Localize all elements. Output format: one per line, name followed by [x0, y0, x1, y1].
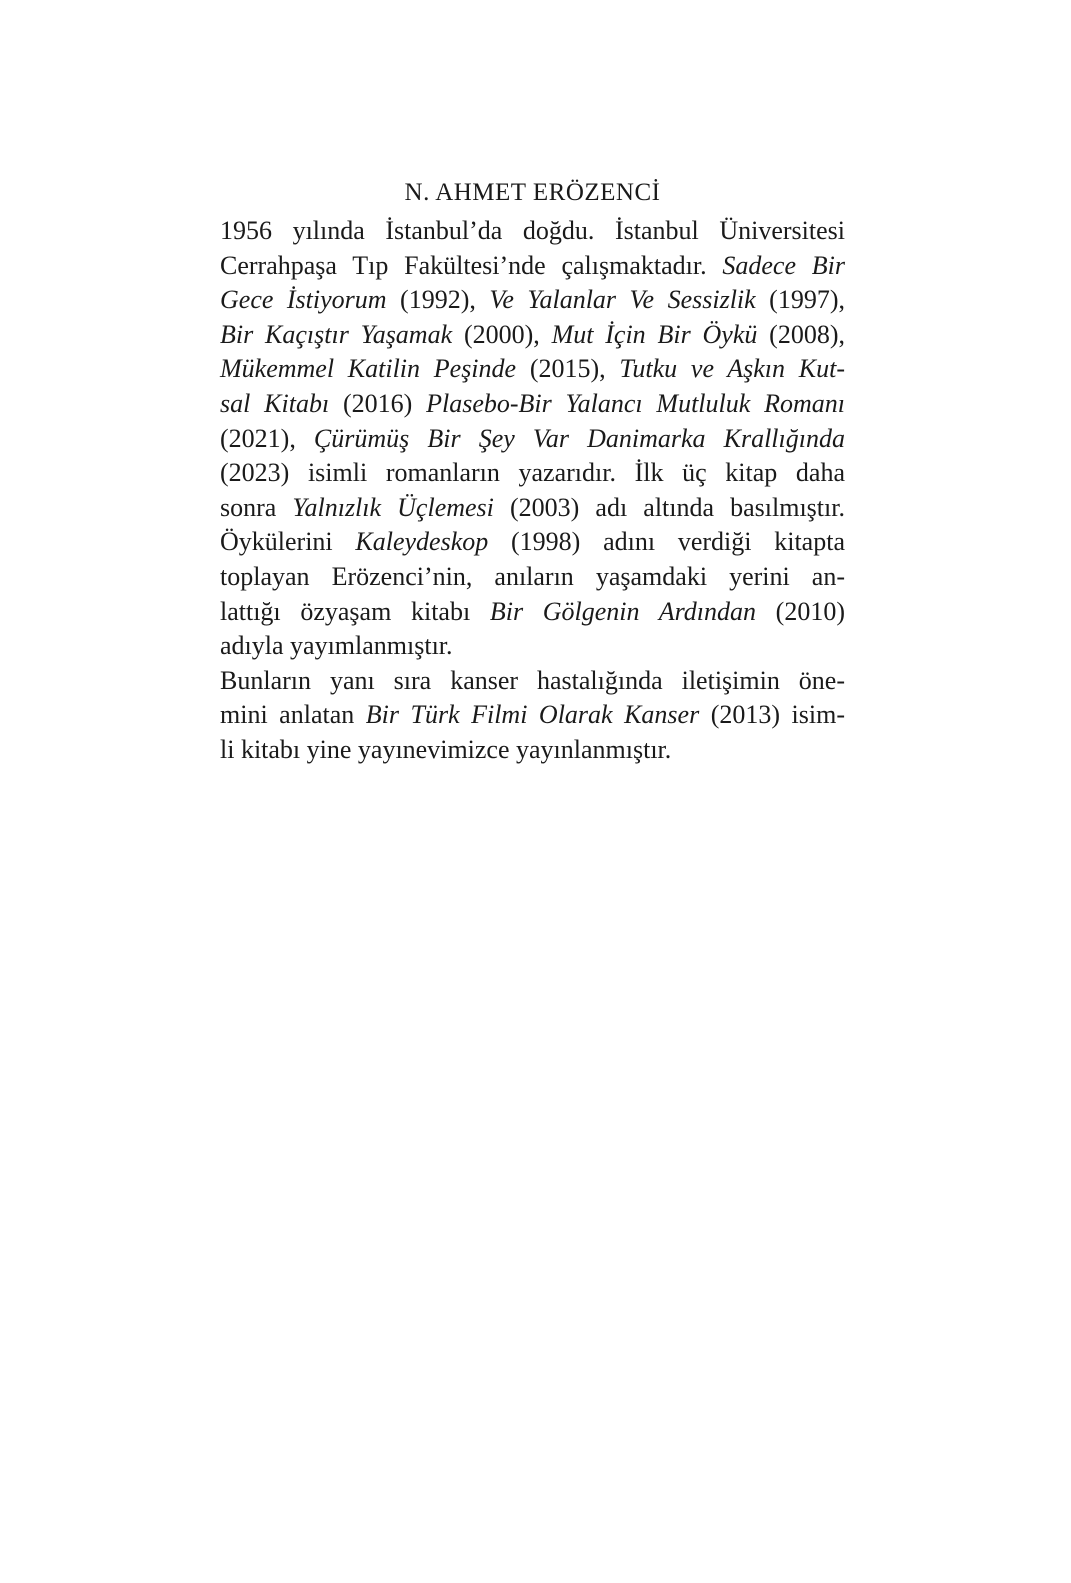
bio-text: adıyla yayımlanmıştır.: [220, 631, 453, 661]
book-title-text: sal Kitabı: [220, 388, 330, 418]
bio-text: Cerrahpaşa Tıp Fakültesi’nde çalışmaktadır.: [220, 250, 723, 280]
book-title-text: Mükemmel Katilin Peşinde: [220, 354, 517, 384]
book-title-text: Yalnızlık Üçlemesi: [292, 492, 494, 522]
bio-text: Bunların yanı sıra kanser hastalığında iletişimin öne-: [220, 665, 845, 695]
bio-text: (1992),: [386, 285, 490, 315]
bio-line: [220, 387, 845, 422]
bio-line: [220, 560, 845, 595]
bio-text: (2016): [329, 388, 427, 418]
bio-line: [220, 352, 845, 387]
bio-line: [220, 733, 845, 768]
author-biography: [220, 214, 845, 768]
bio-text: (1997),: [755, 285, 845, 315]
bio-line: [220, 214, 845, 249]
bio-text: Öykülerini: [220, 527, 356, 557]
bio-text: toplayan Erözenci’nin, anıların yaşamdaki yerini an-: [220, 561, 845, 591]
book-title-text: Bir Türk Filmi Olarak Kanser: [365, 700, 700, 730]
bio-text: lattığı özyaşam kitabı: [220, 596, 490, 626]
book-title-text: Sadece Bir: [722, 250, 845, 280]
bio-line: [220, 422, 845, 457]
author-bio-section: [220, 174, 845, 768]
bio-text: 1956 yılında İstanbul’da doğdu. İstanbul Üniversitesi: [220, 216, 845, 245]
bio-line: [220, 595, 845, 630]
bio-line: [220, 664, 845, 699]
book-title-text: Kaleydeskop: [355, 527, 489, 557]
bio-line: [220, 698, 845, 733]
bio-line: [220, 318, 845, 353]
bio-text: (2013) isim-: [699, 700, 845, 730]
book-title-text: Gece İstiyorum: [220, 285, 387, 315]
bio-line: [220, 456, 845, 491]
bio-text: (2008),: [757, 319, 845, 349]
book-title-text: Tutku ve Aşkın Kut-: [619, 354, 845, 384]
bio-text: mini anlatan: [220, 700, 366, 730]
bio-text: li kitabı yine yayınevimizce yayınlanmıştır.: [220, 734, 672, 764]
bio-text: (2000),: [452, 319, 552, 349]
bio-text: (2021),: [220, 423, 314, 453]
bio-text: (2023) isimli romanların yazarıdır. İlk üç kitap daha: [220, 458, 845, 488]
book-title-text: Plasebo-Bir Yalancı Mutluluk Romanı: [426, 388, 845, 418]
book-title-text: Çürümüş Bir Şey Var Danimarka Krallığında: [313, 423, 845, 453]
bio-line: [220, 491, 845, 526]
bio-text: (1998) adını verdiği kitapta: [488, 527, 845, 557]
bio-line: [220, 629, 845, 664]
book-title-text: Bir Kaçıştır Yaşamak: [220, 319, 453, 349]
author-name-heading: N. AHMET ERÖZENCİ: [404, 179, 661, 206]
book-title-text: Ve Yalanlar Ve Sessizlik: [489, 285, 756, 315]
bio-line: [220, 525, 845, 560]
book-title-text: Bir Gölgenin Ardından: [489, 596, 756, 626]
bio-text: (2015),: [516, 354, 620, 384]
bio-line: [220, 283, 845, 318]
bio-text: sonra: [220, 492, 293, 522]
bio-text: (2010): [756, 596, 845, 626]
bio-text: (2003) adı altında basılmıştır.: [493, 492, 845, 522]
book-title-text: Mut İçin Bir Öykü: [551, 319, 758, 349]
bio-line: [220, 249, 845, 284]
